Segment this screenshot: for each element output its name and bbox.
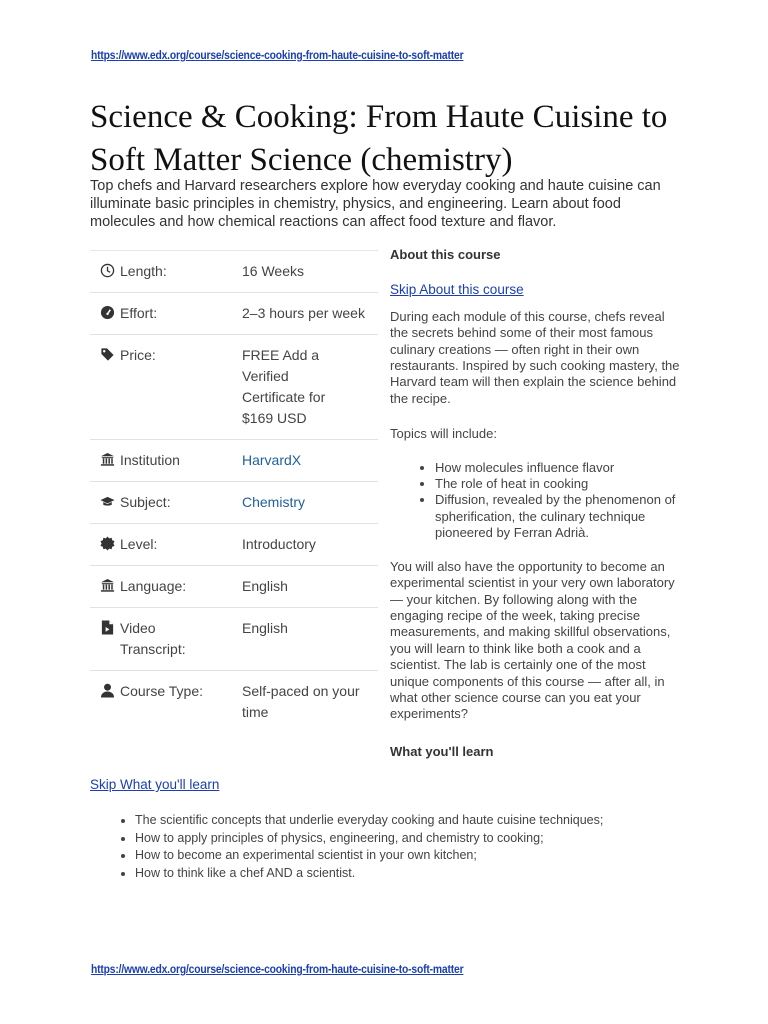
list-item: • Diffusion, revealed by the phenomenon of spherification, the culinary technique pioneered by Ferran Adrià. — [435, 492, 680, 541]
list-item: • The role of heat in cooking — [435, 476, 680, 492]
fact-row-subject — [90, 481, 378, 523]
fact-value: 16 Weeks — [242, 263, 304, 279]
transcript-icon — [90, 618, 120, 660]
fact-row-effort — [90, 292, 378, 334]
gauge-icon — [90, 303, 120, 324]
fact-row-institution — [90, 439, 378, 481]
list-item: • The scientific concepts that underlie everyday cooking and haute cuisine techniques; — [135, 812, 755, 830]
skip-learn-link[interactable]: Skip What you'll learn — [90, 777, 220, 792]
fact-value: English — [242, 578, 288, 594]
fact-row-transcript — [90, 607, 378, 670]
fact-label: Price: — [120, 347, 156, 363]
fact-row-level — [90, 523, 378, 565]
list-item: • How to think like a chef AND a scientist. — [135, 865, 755, 883]
fact-label: Effort: — [120, 305, 158, 321]
badge-icon — [90, 534, 120, 555]
fact-label: Level: — [120, 536, 158, 552]
fact-value: FREE Add a Verified Certificate for $169 USD — [242, 347, 326, 426]
subject-link[interactable]: Chemistry — [242, 494, 306, 510]
source-url-link-footer[interactable]: https://www.edx.org/course/science-cooking-from-haute-cuisine-to-soft-matter — [91, 962, 464, 976]
fact-value: 2–3 hours per week — [242, 305, 365, 321]
course-intro: Top chefs and Harvard researchers explore how everyday cooking and haute cuisine can illuminate basic principles in chemistry, physics, and engineering. Learn about food molecules and how chemical reactions can affect food texture and flavor. — [90, 178, 661, 230]
about-paragraph: During each module of this course, chefs reveal the secrets behind some of their most famous culinary creations — often right in their own restaurants. Inspired by such cooking mastery, the Harvard team will then explain the science behind the recipe. — [390, 308, 680, 406]
fact-row-course-type — [90, 670, 378, 733]
clock-icon — [90, 261, 120, 282]
course-facts-table — [90, 250, 378, 733]
about-section — [390, 247, 680, 760]
source-url-link[interactable]: https://www.edx.org/course/science-cooking-from-haute-cuisine-to-soft-matter — [91, 48, 464, 62]
learn-list — [90, 812, 755, 882]
fact-label: Length: — [120, 263, 167, 279]
about-heading: About this course — [390, 247, 501, 262]
learn-heading: What you'll learn — [390, 743, 494, 759]
fact-value: Self-paced on your time — [242, 683, 360, 720]
fact-value: English — [242, 620, 288, 636]
fact-label: Video Transcript: — [120, 620, 186, 657]
fact-value: Introductory — [242, 536, 316, 552]
fact-row-language — [90, 565, 378, 607]
skip-about-link[interactable]: Skip About this course — [390, 282, 524, 298]
page-title: Science & Cooking: From Haute Cuisine to Soft Matter Science (chemistry) — [90, 99, 668, 178]
fact-label: Language: — [120, 578, 187, 594]
fact-row-price — [90, 334, 378, 439]
fact-row-length — [90, 250, 378, 292]
institution-icon — [90, 450, 120, 471]
list-item: • How molecules influence flavor — [435, 460, 680, 476]
tag-icon — [90, 345, 120, 429]
user-icon — [90, 681, 120, 723]
fact-label: Subject: — [120, 494, 171, 510]
list-item: • How to become an experimental scientist in your own kitchen; — [135, 847, 755, 865]
topics-intro: Topics will include: — [390, 426, 497, 442]
about-paragraph-2: You will also have the opportunity to become an experimental scientist in your very own laboratory — your kitchen. By following along with the engaging recipe of the week, taking precise measurements, and making skillful observations, you will learn to think like both a cook and a scientist. The lab is certainly one of the most unique components of this course — after all, in what other science course can you eat your experiments? — [390, 558, 675, 722]
fact-label: Course Type: — [120, 683, 204, 699]
fact-label: Institution — [120, 452, 180, 468]
topics-list — [390, 460, 680, 542]
list-item: • How to apply principles of physics, engineering, and chemistry to cooking; — [135, 830, 755, 848]
language-icon — [90, 576, 120, 597]
institution-link[interactable]: HarvardX — [242, 452, 302, 468]
graduation-cap-icon — [90, 492, 120, 513]
